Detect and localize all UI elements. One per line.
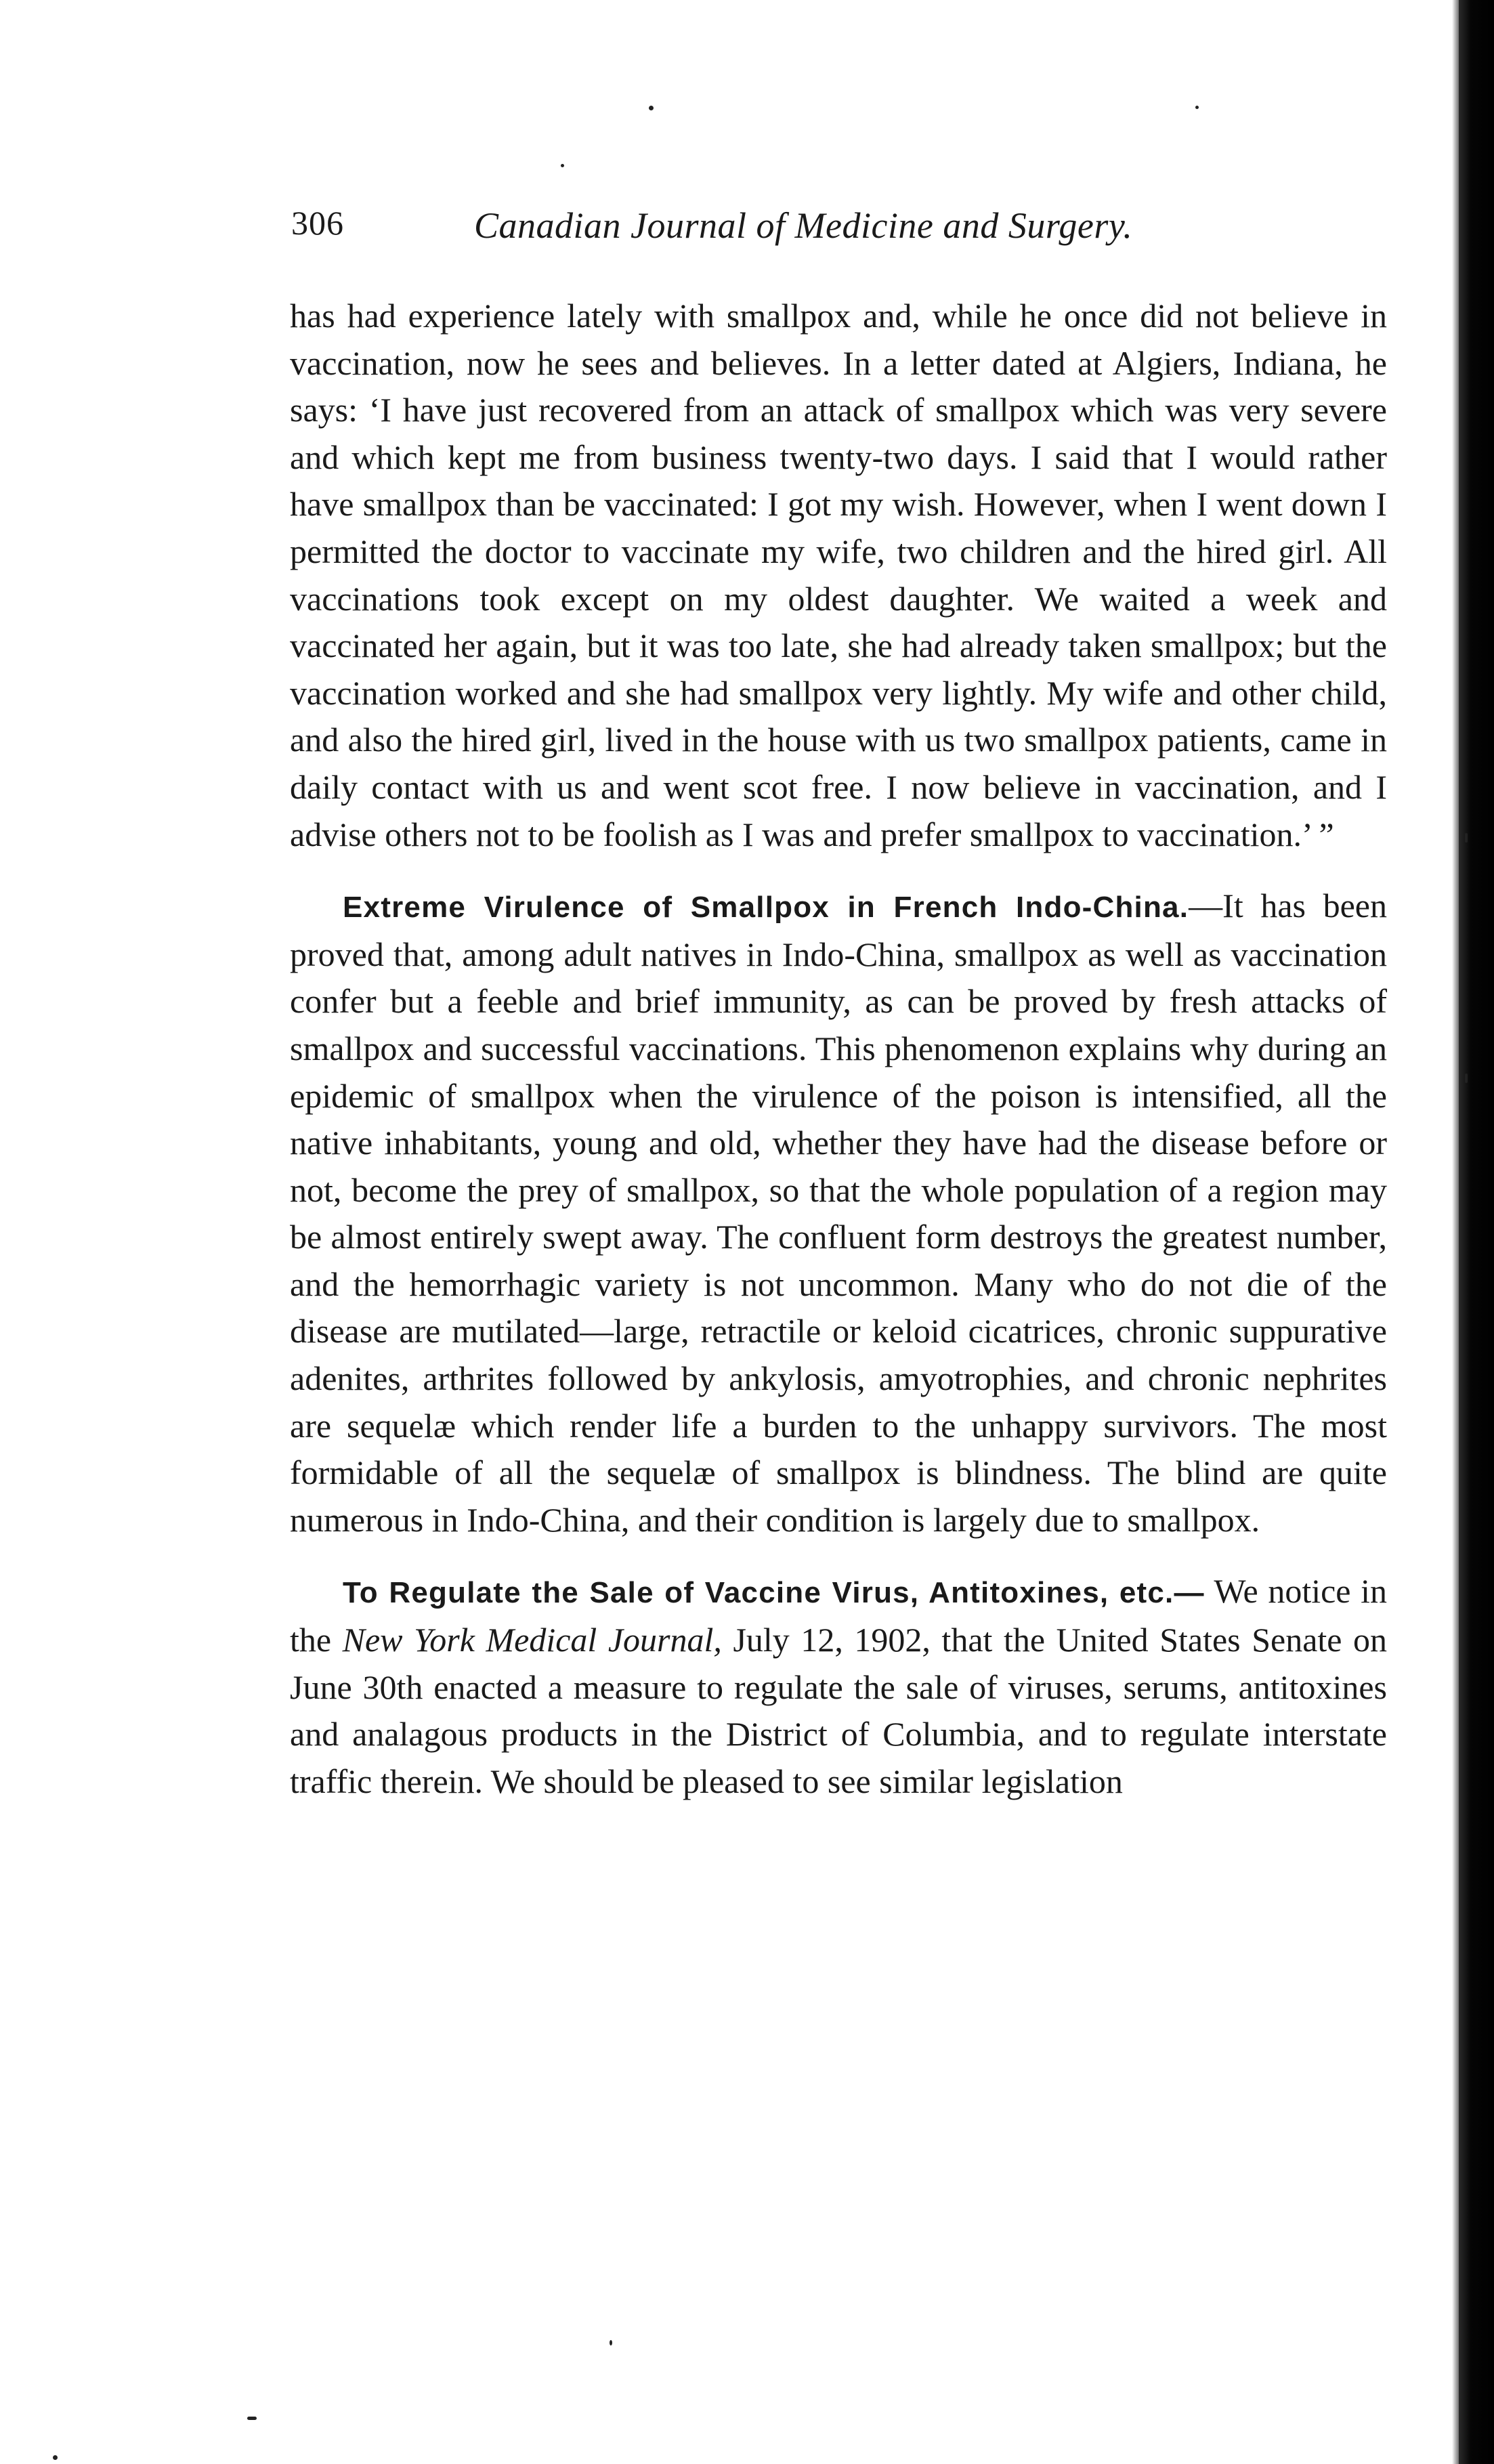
print-speck — [53, 2455, 58, 2460]
paragraph-indo-china — [290, 883, 1387, 1544]
print-speck — [1465, 833, 1468, 843]
print-speck — [649, 106, 654, 110]
print-speck — [610, 2340, 612, 2345]
section-heading-vaccine-regulation: To Regulate the Sale of Vaccine Virus, Antitoxines, etc.— — [343, 1576, 1205, 1610]
section-heading-indo-china: Extreme Virulence of Smallpox in French Indo-China. — [343, 891, 1189, 925]
print-speck — [561, 164, 564, 167]
paragraph-smallpox-letter: has had experience lately with smallpox and, while he once did not believe in vaccination, now he sees and believes. In a letter dated at Algiers, Indiana, he says: ‘I have just recovered from an attack of smallpox which was very severe and which kept me from business twenty-two days. I said that I would rather have smallpox than be vaccinated: I got my wish. However, when I went down I permitted the doctor to vaccinate my wife, two children and the hired girl. All vaccinations took except on my oldest daughter. We waited a week and vaccinated her again, but it was too late, she had already taken smallpox; but the vaccination worked and she had smallpox very lightly. My wife and other child, and also the hired girl, lived in the house with us two smallpox patients, came in daily contact with us and went scot free. I now believe in vaccination, and I advise others not to be foolish as I was and prefer smallpox to vaccination.’ ” — [290, 297, 1387, 853]
page-number: 306 — [291, 204, 344, 242]
print-speck — [1465, 1074, 1468, 1083]
print-speck — [1195, 106, 1199, 109]
journal-title: New York Medical Journal, — [342, 1621, 722, 1659]
paragraph-text-regulation: July 12, 1902, that the United States Senate on June 30th enacted a measure to regulate the sale of viruses, serums, antitoxines and analagous products in the District of Columbia, and to regulate interstate traffic therein. We should be pleased to see similar legislation — [290, 1621, 1388, 1800]
binding-edge — [1459, 0, 1494, 2464]
print-speck — [247, 2417, 257, 2420]
paragraph-vaccine-regulation — [290, 1568, 1387, 1805]
paragraph-text-indo-china: —It has been proved that, among adult natives in Indo-China, smallpox as well as vaccination confer but a feeble and brief immunity, as can be proved by fresh attacks of smallpox and successful vaccinations. This phenomenon explains why during an epidemic of smallpox when the virulence of the poison is intensified, all the native inhabitants, young and old, whether they have had the disease before or not, become the prey of smallpox, so that the whole population of a region may be almost entirely swept away. The confluent form destroys the greatest number, and the hemorrhagic variety is not uncommon. Many who do not die of the disease are mutilated—large, retractile or keloid cicatrices, chronic suppurative adenites, arthrites followed by ankylosis, amyotrophies, and chronic nephrites are sequelæ which render life a burden to the unhappy survivors. The most formidable of all the sequelæ of smallpox is blindness. The blind are quite numerous in Indo-China, and their condition is largely due to smallpox. — [290, 887, 1388, 1539]
page-header — [291, 203, 1239, 257]
article-body — [290, 293, 1387, 1805]
running-title: Canadian Journal of Medicine and Surgery. — [474, 205, 1133, 246]
paragraph-text-intro: We notice in the — [290, 1572, 1387, 1659]
